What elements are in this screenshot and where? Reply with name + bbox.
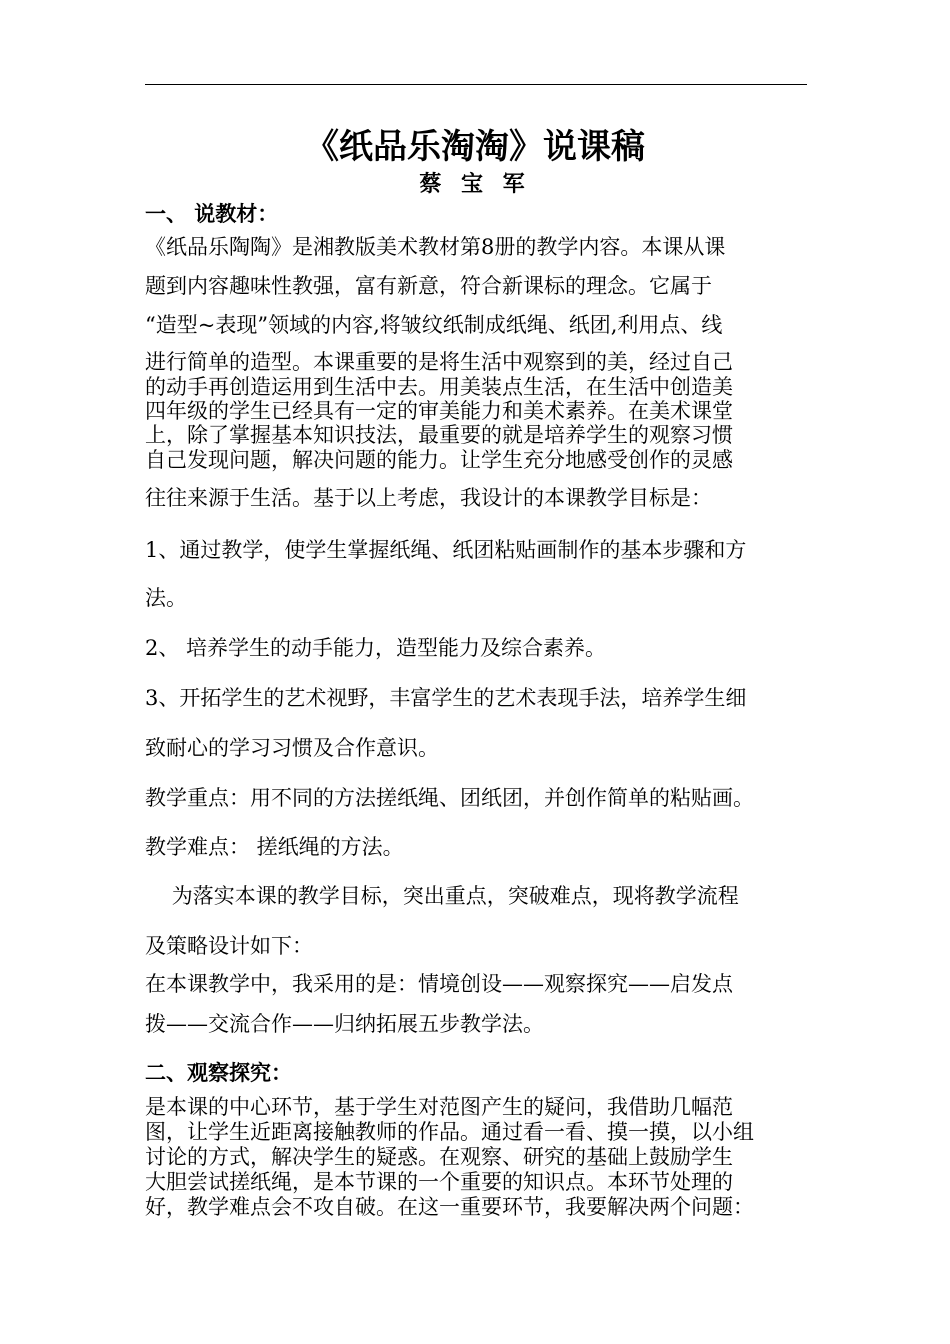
paragraph-line: “造型~表现”领域的内容,将皱纹纸制成纸绳、纸团,利用点、线 [145,313,723,337]
flow-intro-cont: 及策略设计如下： [145,934,313,958]
paragraph-line: 进行简单的造型。本课重要的是将生活中观察到的美，经过自己 [145,350,733,374]
author-name: 蔡 宝 军 [419,171,531,197]
paragraph-line: 好，教学难点会不攻自破。在这一重要环节，我要解决两个问题： [145,1195,754,1219]
goal-3: 3、开拓学生的艺术视野，丰富学生的艺术表现手法，培养学生细 [145,686,747,710]
paragraph-line: 《纸品乐陶陶》是湘教版美术教材第8册的教学内容。本课从课 [145,235,726,259]
paragraph-line: 大胆尝试搓纸绳，是本节课的一个重要的知识点。本环节处理的 [145,1170,733,1194]
paragraph-line: 题到内容趣味性教强，富有新意，符合新课标的理念。它属于 [145,274,712,298]
page-title: 《纸品乐淘淘》说课稿 [305,127,645,167]
header-rule [145,84,807,85]
goal-1-cont: 法。 [145,586,187,610]
paragraph-line: 的动手再创造运用到生活中去。用美装点生活，在生活中创造美 [145,375,733,399]
method-line-cont: 拨——交流合作——归纳拓展五步教学法。 [145,1012,544,1036]
goal-3-cont: 致耐心的学习习惯及合作意识。 [145,736,439,760]
section-heading-materials: 一、 说教材： [145,201,279,226]
paragraph-line: 讨论的方式，解决学生的疑惑。在观察、研究的基础上鼓励学生 [145,1145,733,1169]
paragraph-line: 四年级的学生已经具有一定的审美能力和美术素养。在美术课堂 [145,399,733,423]
section-heading-observe: 二、观察探究： [145,1060,292,1085]
paragraph-line: 往往来源于生活。基于以上考虑，我设计的本课教学目标是： [145,486,712,510]
paragraph-line: 是本课的中心环节，基于学生对范图产生的疑问，我借助几幅范 [145,1095,733,1119]
goal-2: 2、 培养学生的动手能力，造型能力及综合素养。 [145,636,607,660]
difficulty: 教学难点： 搓纸绳的方法。 [145,835,404,859]
paragraph-line: 上，除了掌握基本知识技法，最重要的就是培养学生的观察习惯 [145,423,733,447]
key-point: 教学重点：用不同的方法搓纸绳、团纸团，并创作简单的粘贴画。 [145,786,754,810]
paragraph-line: 自己发现问题，解决问题的能力。让学生充分地感受创作的灵感 [145,448,733,472]
paragraph-line: 图，让学生近距离接触教师的作品。通过看一看、摸一摸，以小组 [145,1120,754,1144]
flow-intro: 为落实本课的教学目标，突出重点，突破难点，现将教学流程 [145,884,739,908]
method-line: 在本课教学中，我采用的是：情境创设——观察探究——启发点 [145,972,733,996]
goal-1: 1、通过教学，使学生掌握纸绳、纸团粘贴画制作的基本步骤和方 [145,538,747,562]
